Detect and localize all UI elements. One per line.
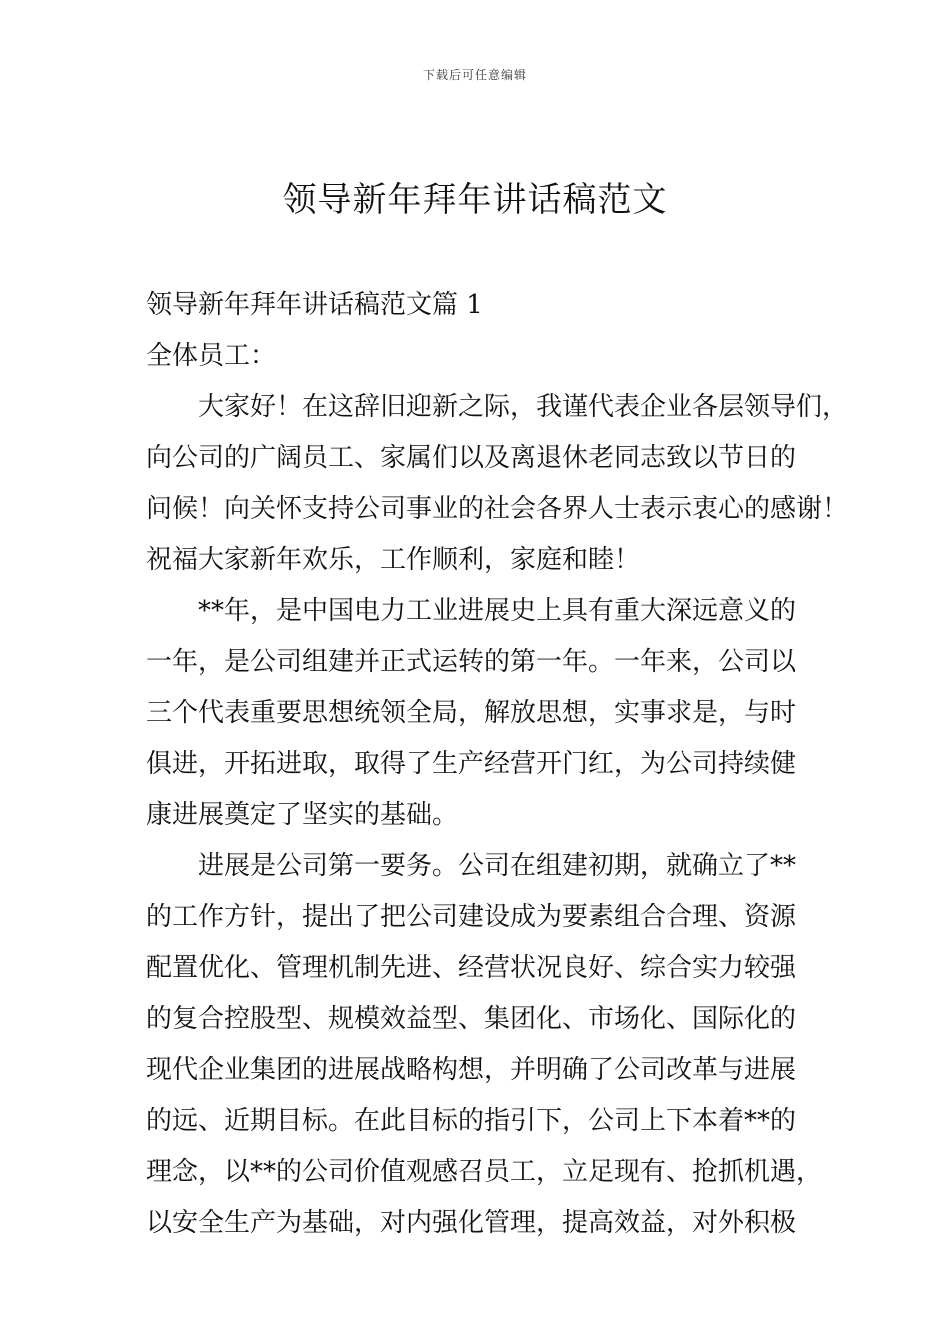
header-note: 下载后可任意编辑 (422, 68, 527, 82)
text-line: 的复合控股型、规模效益型、集团化、市场化、国际化的 (146, 1004, 797, 1034)
text-line: 的工作方针，提出了把公司建设成为要素组合合理、资源 (146, 902, 797, 932)
text-line: 三个代表重要思想统领全局，解放思想，实事求是，与时 (146, 698, 797, 728)
text-line: 现代企业集团的进展战略构想，并明确了公司改革与进展 (146, 1055, 797, 1085)
document-body (146, 280, 849, 1249)
text-line: **年，是中国电力工业进展史上具有重大深远意义的 (198, 596, 797, 626)
text-line: 大家好！在这辞旧迎新之际，我谨代表企业各层领导们， (198, 392, 849, 422)
text-line: 俱进，开拓进取，取得了生产经营开门红，为公司持续健 (146, 749, 797, 779)
text-line: 配置优化、管理机制先进、经营状况良好、综合实力较强 (146, 953, 797, 983)
text-line: 问候！向关怀支持公司事业的社会各界人士表示衷心的感谢！ (146, 494, 849, 524)
text-line: 理念，以**的公司价值观感召员工，立足现有、抢抓机遇， (146, 1157, 823, 1187)
text-line: 康进展奠定了坚实的基础。 (146, 800, 459, 830)
text-line: 领导新年拜年讲话稿范文篇 1 (146, 290, 483, 320)
text-line: 祝福大家新年欢乐，工作顺利，家庭和睦！ (146, 545, 641, 575)
text-line: 全体员工： (146, 341, 277, 371)
text-line: 进展是公司第一要务。公司在组建初期，就确立了** (198, 851, 797, 881)
text-line: 向公司的广阔员工、家属们以及离退休老同志致以节日的 (146, 443, 797, 473)
text-line: 的远、近期目标。在此目标的指引下，公司上下本着**的 (146, 1106, 797, 1136)
document-title: 领导新年拜年讲话稿范文 (282, 180, 668, 220)
text-line: 以安全生产为基础，对内强化管理，提高效益，对外积极 (146, 1208, 797, 1238)
text-line: 一年，是公司组建并正式运转的第一年。一年来，公司以 (146, 647, 797, 677)
